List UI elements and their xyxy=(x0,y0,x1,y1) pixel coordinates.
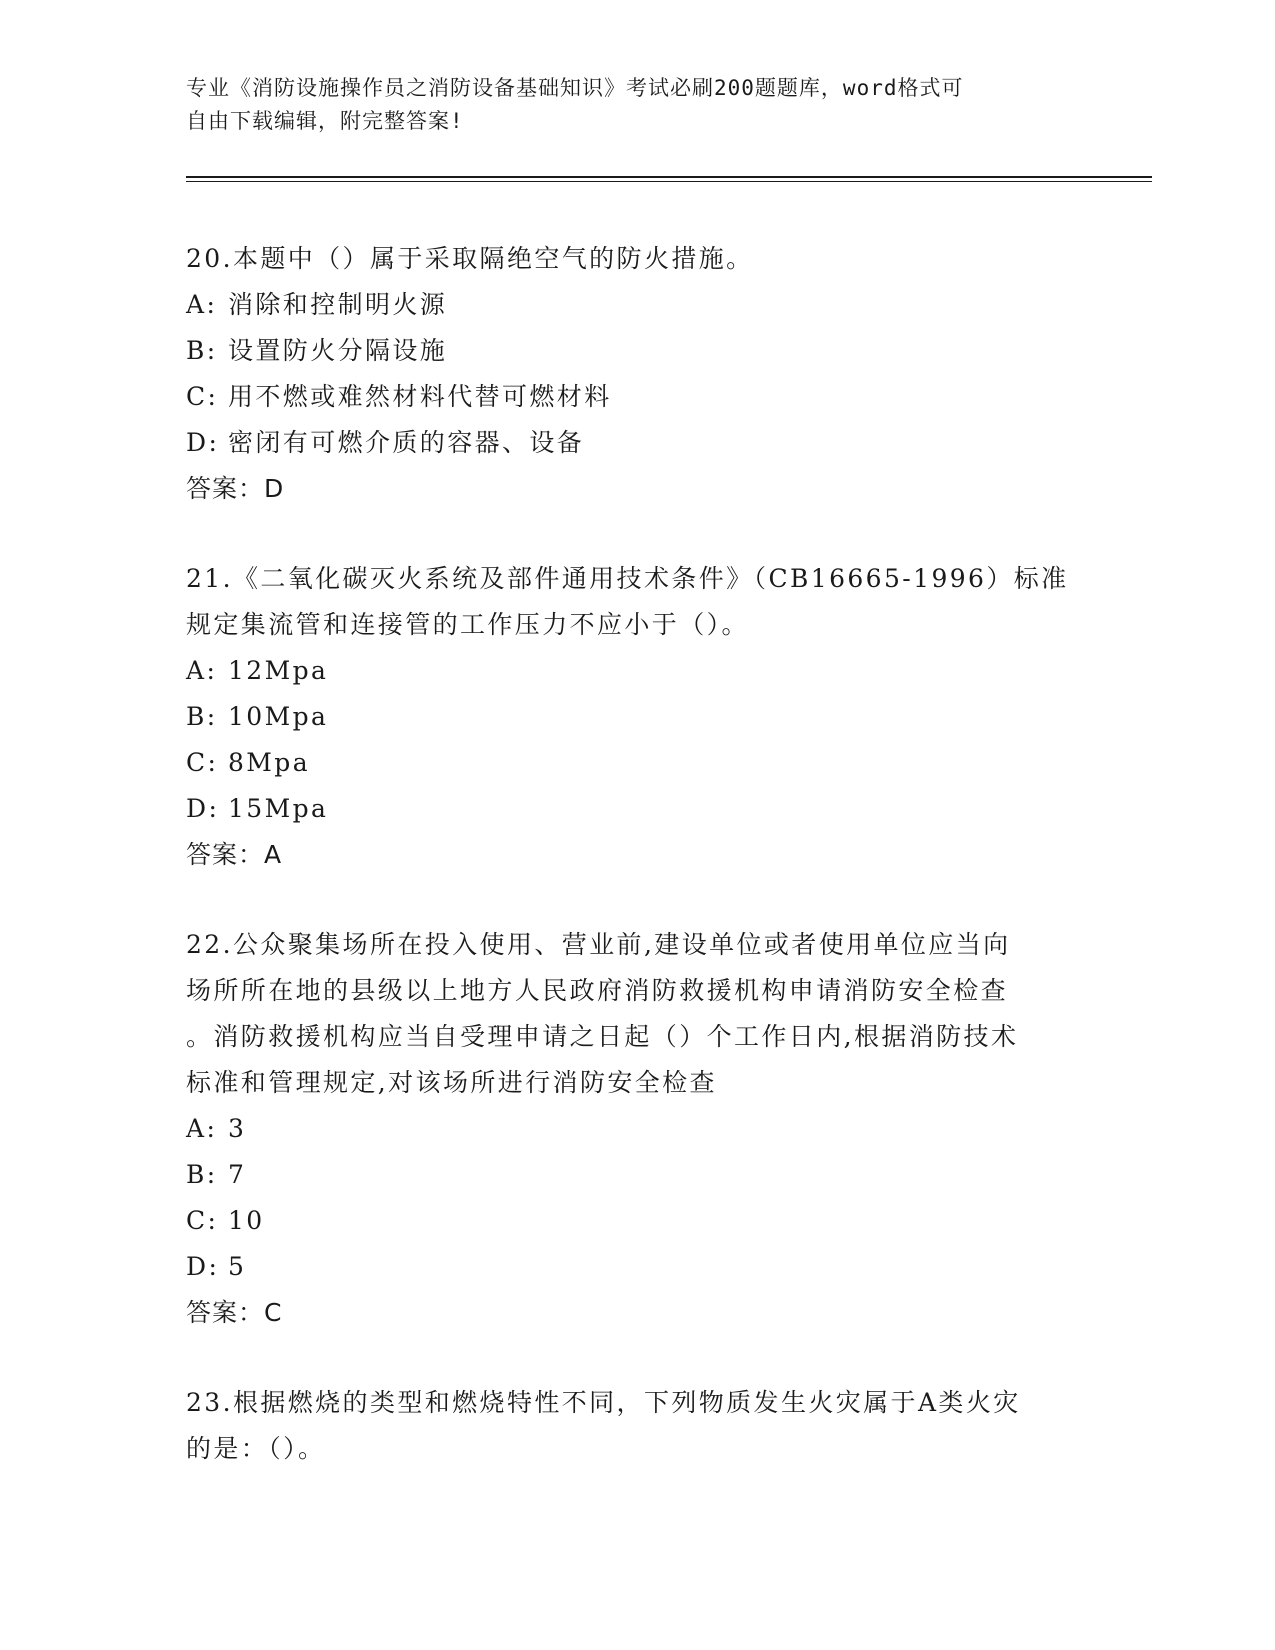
option-text: 12Mpa xyxy=(228,656,329,685)
option-text: 10 xyxy=(228,1206,265,1235)
question-22 xyxy=(186,922,1076,1336)
option-letter: A: xyxy=(186,656,218,685)
option-letter: B: xyxy=(186,702,218,731)
question-stem: 21.《二氧化碳灭火系统及部件通用技术条件》（CB16665-1996）标准 xyxy=(186,564,1069,593)
answer-line: 答案：A xyxy=(186,840,283,869)
question-stem: 规定集流管和连接管的工作压力不应小于（）。 xyxy=(186,610,749,639)
option-d xyxy=(186,1244,1076,1290)
option-b xyxy=(186,328,1076,374)
header-divider-thin xyxy=(186,181,1152,182)
option-letter: A: xyxy=(186,1114,218,1143)
option-b xyxy=(186,1152,1076,1198)
option-letter: B: xyxy=(186,1160,218,1189)
question-stem: 。消防救援机构应当自受理申请之日起（）个工作日内,根据消防技术 xyxy=(186,1022,1019,1051)
option-letter: C: xyxy=(186,382,219,411)
question-20 xyxy=(186,236,1076,512)
question-23 xyxy=(186,1380,1076,1472)
option-text: 用不燃或难然材料代替可燃材料 xyxy=(228,382,612,411)
option-letter: D: xyxy=(186,1252,220,1281)
option-text: 7 xyxy=(228,1160,247,1189)
option-text: 8Mpa xyxy=(228,748,311,777)
option-text: 密闭有可燃介质的容器、设备 xyxy=(228,428,585,457)
question-stem: 20.本题中（）属于采取隔绝空气的防火措施。 xyxy=(186,244,754,273)
option-letter: C: xyxy=(186,748,219,777)
option-text: 5 xyxy=(228,1252,247,1281)
question-list xyxy=(186,236,1076,1516)
option-text: 15Mpa xyxy=(228,794,329,823)
option-text: 10Mpa xyxy=(228,702,329,731)
header-line-2: 自由下载编辑，附完整答案! xyxy=(186,109,464,133)
header-divider xyxy=(186,176,1152,178)
option-text: 设置防火分隔设施 xyxy=(228,336,448,365)
question-21 xyxy=(186,556,1076,878)
option-b xyxy=(186,694,1076,740)
answer-line: 答案：D xyxy=(186,474,285,503)
option-letter: D: xyxy=(186,794,220,823)
option-c xyxy=(186,374,1076,420)
question-stem: 的是：（）。 xyxy=(186,1434,326,1463)
question-stem: 23.根据燃烧的类型和燃烧特性不同，下列物质发生火灾属于A类火灾 xyxy=(186,1388,1021,1417)
option-letter: A: xyxy=(186,290,218,319)
option-c xyxy=(186,1198,1076,1244)
question-stem: 场所所在地的县级以上地方人民政府消防救援机构申请消防安全检查 xyxy=(186,976,1009,1005)
question-stem: 22.公众聚集场所在投入使用、营业前,建设单位或者使用单位应当向 xyxy=(186,930,1011,959)
header-line-1: 专业《消防设施操作员之消防设备基础知识》考试必刷200题题库，word格式可 xyxy=(186,76,964,100)
option-letter: B: xyxy=(186,336,218,365)
option-c xyxy=(186,740,1076,786)
option-a xyxy=(186,648,1076,694)
answer-line: 答案：C xyxy=(186,1298,283,1327)
option-d xyxy=(186,786,1076,832)
option-a xyxy=(186,282,1076,328)
option-d xyxy=(186,420,1076,466)
option-letter: D: xyxy=(186,428,220,457)
option-letter: C: xyxy=(186,1206,219,1235)
option-a xyxy=(186,1106,1076,1152)
option-text: 消除和控制明火源 xyxy=(228,290,448,319)
question-stem: 标准和管理规定,对该场所进行消防安全检查 xyxy=(186,1068,717,1097)
document-header xyxy=(186,72,1076,138)
option-text: 3 xyxy=(228,1114,247,1143)
